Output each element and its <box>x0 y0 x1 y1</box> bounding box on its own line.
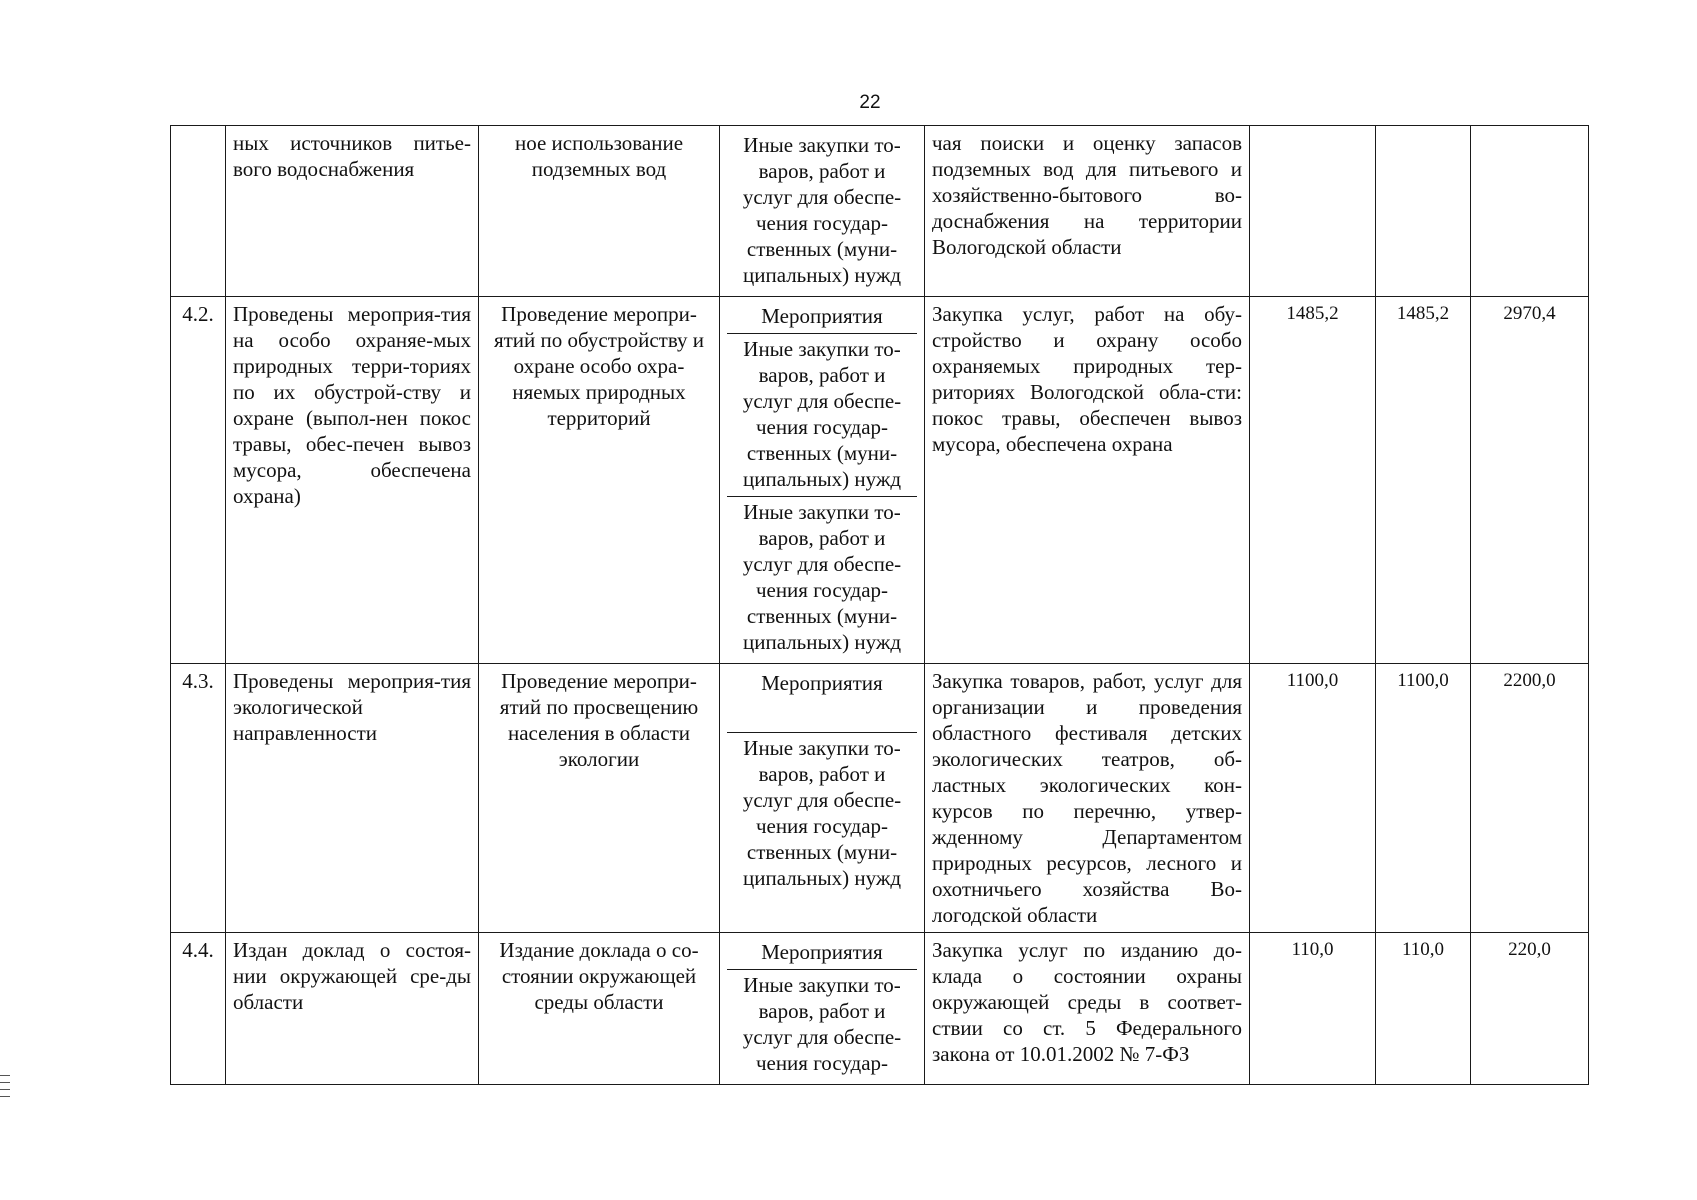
table-row <box>171 126 1589 297</box>
value-year-1: 1485,2 <box>1250 297 1376 664</box>
expense-type-cell <box>720 297 925 664</box>
description-cell: Закупка услуг, работ на обу-стройство и охрану особо охраняемых природных тер-риториях Вологодской обла-сти: покос травы, обеспечен вывоз мусора, обеспечена охрана <box>925 297 1250 664</box>
expense-type: Иные закупки то-варов, работ и услуг для обеспе-чения государ-ственных (муни-ципальных) нужд <box>727 732 917 895</box>
table-row <box>171 933 1589 1085</box>
result-cell: Проведены мероприя-тия на особо охраняе-мых природных терри-ториях по их обустрой-ству и охране (выпол-нен покос травы, обес-печен вывоз мусора, обеспечена охрана) <box>226 297 479 664</box>
result-cell: Проведены мероприя-тия экологической направленности <box>226 664 479 933</box>
value-year-2: 1100,0 <box>1376 664 1471 933</box>
description-cell: Закупка товаров, работ, услуг для организации и проведения областного фестиваля детских экологических театров, об-ластных экологических кон-курсов по перечню, утвер-жденному Департаментом природных ресурсов, лесного и охотничьего хозяйства Во-логодской области <box>925 664 1250 933</box>
expense-type: Мероприятия <box>761 940 883 964</box>
value-year-1 <box>1250 126 1376 297</box>
result-cell: Издан доклад о состоя-нии окружающей сре-ды области <box>226 933 479 1085</box>
row-number: 4.4. <box>171 933 226 1085</box>
table-row <box>171 297 1589 664</box>
expense-type: Мероприятия <box>761 304 883 328</box>
value-total <box>1471 126 1589 297</box>
table-row <box>171 664 1589 933</box>
row-number: 4.3. <box>171 664 226 933</box>
activity-cell: Проведение меропри-ятий по просвещению населения в области экологии <box>479 664 720 933</box>
activity-cell: Издание доклада о со-стоянии окружающей среды области <box>479 933 720 1085</box>
row-number <box>171 126 226 297</box>
expense-type: Мероприятия <box>761 671 883 695</box>
expense-type-cell <box>720 933 925 1085</box>
value-total: 2970,4 <box>1471 297 1589 664</box>
description-cell: чая поиски и оценку запасов подземных вод для питьевого и хозяйственно-бытового во-доснабжения на территории Вологодской области <box>925 126 1250 297</box>
value-year-1: 110,0 <box>1250 933 1376 1085</box>
expense-type: Иные закупки то-варов, работ и услуг для обеспе-чения государ-ственных (муни-ципальных) нужд <box>727 496 917 659</box>
expense-type-cell <box>720 126 925 297</box>
value-year-2: 1485,2 <box>1376 297 1471 664</box>
activity-cell: ное использование подземных вод <box>479 126 720 297</box>
value-total: 220,0 <box>1471 933 1589 1085</box>
value-total: 2200,0 <box>1471 664 1589 933</box>
expense-type-cell <box>720 664 925 933</box>
program-table <box>170 125 1589 1085</box>
value-year-2: 110,0 <box>1376 933 1471 1085</box>
value-year-1: 1100,0 <box>1250 664 1376 933</box>
expense-type: Иные закупки то-варов, работ и услуг для обеспе-чения государ- <box>727 969 917 1080</box>
row-number: 4.2. <box>171 297 226 664</box>
description-cell: Закупка услуг по изданию до-клада о состоянии охраны окружающей среды в соответ-ствии со ст. 5 Федерального закона от 10.01.2002 № 7-ФЗ <box>925 933 1250 1085</box>
value-year-2 <box>1376 126 1471 297</box>
expense-type: Иные закупки то-варов, работ и услуг для обеспе-чения государ-ственных (муни-ципальных) нужд <box>742 133 902 287</box>
scan-edge-marks <box>0 1075 10 1103</box>
page-number: 22 <box>859 92 881 113</box>
activity-cell: Проведение меропри-ятий по обустройству и охране особо охра-няемых природных территорий <box>479 297 720 664</box>
result-cell: ных источников питье-вого водоснабжения <box>226 126 479 297</box>
expense-type: Иные закупки то-варов, работ и услуг для обеспе-чения государ-ственных (муни-ципальных) нужд <box>727 333 917 496</box>
